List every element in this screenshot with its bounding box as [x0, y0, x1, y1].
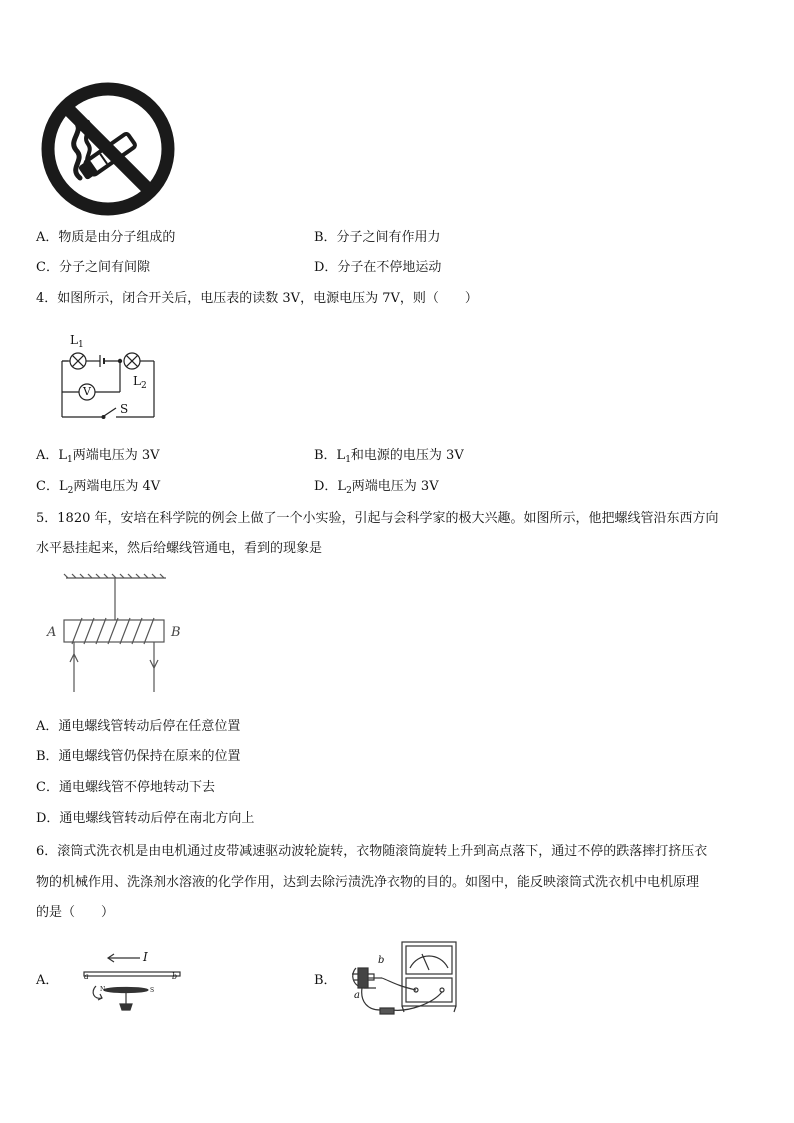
q4-label-l2-sub: 2 [140, 381, 147, 391]
q6-fig-b-a: a [354, 990, 360, 1001]
q5-stem-line2: 水平悬挂起来，然后给螺线管通电，看到的现象是 [36, 541, 323, 556]
q3-option-b: B．分子之间有作用力 [314, 230, 441, 245]
q4-switch-label: S [120, 402, 129, 416]
q6-fig-b-b: b [378, 955, 385, 966]
q4-voltmeter-label: V [83, 385, 91, 398]
q5-option-b: B．通电螺线管仍保持在原来的位置 [36, 749, 241, 764]
q4-label-l1-text: L [70, 333, 78, 347]
q4-option-d-prefix: D．L [314, 479, 347, 494]
q3-option-a: A．物质是由分子组成的 [36, 230, 176, 245]
q3-option-c: C．分子之间有间隙 [36, 260, 150, 275]
q4-option-d-sub: 2 [346, 486, 352, 496]
q4-option-c-suffix: 两端电压为 4V [73, 479, 161, 494]
q5-option-c: C．通电螺线管不停地转动下去 [36, 780, 215, 795]
q4-option-b [314, 448, 464, 464]
q4-stem: 4．如图所示，闭合开关后，电压表的读数 3V，电源电压为 7V，则（ ） [36, 291, 478, 306]
q6-fig-a-a: a [84, 972, 89, 981]
q4-option-c-prefix: C．L [36, 479, 68, 494]
q6-fig-a-s: S [150, 987, 155, 994]
q4-option-c-sub: 2 [67, 486, 74, 496]
q5-label-b: B [171, 625, 181, 640]
q4-option-b-prefix: B．L [314, 448, 346, 463]
q4-label-l2 [133, 373, 147, 389]
q4-option-a-sub: 1 [67, 455, 73, 465]
q5-stem-line1: 5．1820 年，安培在科学院的例会上做了一个小实验，引起与会科学家的极大兴趣。如图所示，他把螺线管沿东西方向 [36, 511, 719, 526]
q4-label-l2-text: L [133, 374, 141, 388]
q5-option-d: D．通电螺线管转动后停在南北方向上 [36, 811, 255, 826]
q4-label-l1-sub: 1 [77, 340, 84, 350]
q4-option-b-suffix: 和电源的电压为 3V [350, 448, 464, 463]
q3-option-d: D．分子在不停地运动 [314, 260, 442, 275]
q4-option-a-suffix: 两端电压为 3V [72, 448, 160, 463]
q6-fig-a-current: I [143, 950, 148, 964]
q4-option-d-suffix: 两端电压为 3V [351, 479, 439, 494]
q6-stem-line1: 6．滚筒式洗衣机是由电机通过皮带减速驱动波轮旋转，衣物随滚筒旋转上升到高点落下，通过不停的跌落摔打挤压衣 [36, 844, 708, 859]
q4-option-c [36, 479, 160, 495]
q6-option-a-label: A． [36, 973, 59, 988]
no-smoking-sign-icon [40, 82, 176, 216]
q4-option-b-sub: 1 [345, 455, 351, 465]
q6-stem-line2: 物的机械作用、洗涤剂水溶液的化学作用，达到去除污渍洗净衣物的目的。如图中，能反映滚筒式洗衣机中电机原理 [36, 875, 700, 890]
q6-option-b-label: B． [314, 973, 337, 988]
q6-fig-a-b: b [172, 972, 178, 981]
q5-option-a: A．通电螺线管转动后停在任意位置 [36, 719, 241, 734]
q4-option-d [314, 479, 439, 495]
q6-figure-a [80, 948, 184, 1016]
q4-label-l1 [70, 332, 84, 348]
q4-option-a [36, 448, 160, 464]
q4-option-a-prefix: A．L [36, 448, 68, 463]
q6-stem-line3: 的是（ ） [36, 905, 115, 920]
q6-figure-b [348, 938, 472, 1020]
q5-label-a: A [47, 625, 57, 640]
q6-fig-a-n: N [100, 986, 106, 993]
